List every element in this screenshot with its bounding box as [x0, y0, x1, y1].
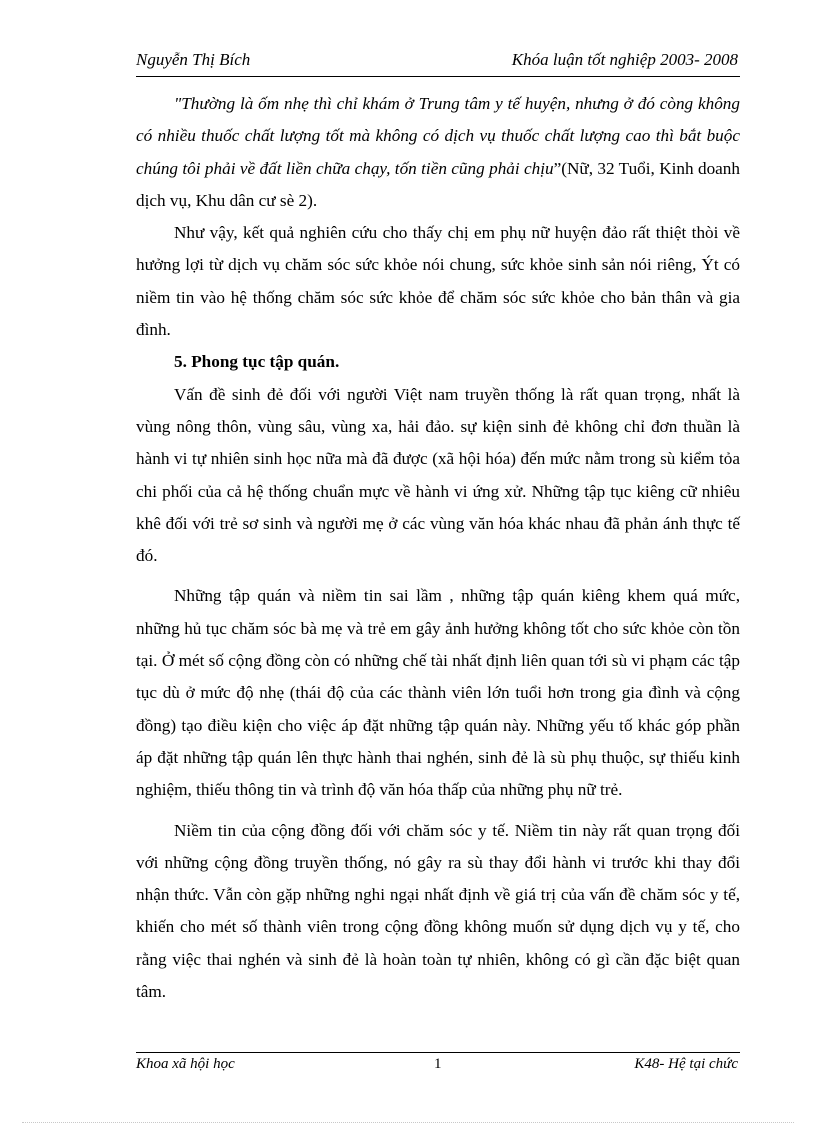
customs-paragraph-3: Niềm tin của cộng đồng đối với chăm sóc y tế. Niềm tin này rất quan trọng đối với những cộng đồng truyền thống, nó gây ra sù thay đổi hành vi trước khi thay đổi nhận thức. Vẫn còn gặp những nghi ngại nhất định về giá trị của vấn đề chăm sóc y tế, khiến cho mét số thành viên trong cộng đồng không muốn sử dụng dịch vụ y tế, cho rằng việc thai nghén và sinh đẻ là hoàn toàn tự nhiên, không có gì cần đặc biệt quan tâm.	[136, 820, 740, 1002]
page-header	[136, 48, 740, 77]
customs-paragraph-1: Vấn đề sinh đẻ đối với người Việt nam truyền thống là rất quan trọng, nhất là vùng nông thôn, vùng sâu, vùng xa, hải đảo. sự kiện sinh đẻ không chỉ đơn thuần là hành vi tự nhiên sinh học nữa mà đã được (xã hội hóa) đến mức nằm trong sù kiểm tỏa chi phối của cả hệ thống chuẩn mực về hành vi ứng xử. Những tập tục kiêng cữ nhiêu khê đối với trẻ sơ sinh và người mẹ ở các vùng văn hóa khác nhau đã phản ánh thực tế đó.	[136, 384, 740, 566]
section-heading: 5. Phong tục tập quán.	[174, 352, 340, 372]
quote-paragraph	[136, 88, 740, 217]
interview-quote: "Thường là ốm nhẹ thì chỉ khám ở Trung tâm y tế huyện, nhưng ở đó còng không có nhiều thuốc chất lượng tốt mà không có dịch vụ thuốc chất lượng cao thì bắt buộc chúng tôi phải về đất liền chữa chạy, tốn tiền cũng phải chịu	[136, 94, 740, 178]
footer-faculty: Khoa xã hội học	[136, 1056, 235, 1072]
page-number: 1	[434, 1056, 442, 1072]
quote-source: ”(Nữ, 32 Tuổi, Kinh doanh dịch vụ, Khu dân cư sè 2).	[136, 158, 740, 210]
conclusion-paragraph: Như vậy, kết quả nghiên cứu cho thấy chị em phụ nữ huyện đảo rất thiệt thòi về hưởng lợi từ dịch vụ chăm sóc sức khỏe nói chung, sức khỏe sinh sản nói riêng, Ýt có niềm tin vào hệ thống chăm sóc sức khỏe để chăm sóc sức khỏe cho bản thân và gia đình.	[136, 223, 740, 340]
header-thesis-title: Khóa luận tốt nghiệp 2003- 2008	[511, 50, 738, 69]
page-footer	[136, 1052, 740, 1079]
footer-class-info: K48- Hệ tại chức	[634, 1056, 738, 1072]
header-author: Nguyễn Thị Bích	[136, 50, 251, 69]
customs-paragraph-2: Những tập quán và niềm tin sai lầm , những tập quán kiêng khem quá mức, những hủ tục chăm sóc bà mẹ và trẻ em gây ảnh hưởng không tốt cho sức khỏe còn tồn tại. Ở mét số cộng đồng còn có những chế tài nhất định liên quan tới sù vi phạm các tập tục dù ở mức độ nhẹ (thái độ của các thành viên lớn tuổi hơn trong gia đình và cộng đồng) tạo điều kiện cho việc áp đặt những tập quán này. Những yếu tố khác góp phần áp đặt những tập quán lên thực hành thai nghén, sinh đẻ là sù phụ thuộc, sự thiếu kinh nghiệm, thiếu thông tin và trình độ văn hóa thấp của những phụ nữ trẻ.	[136, 586, 740, 800]
document-body	[136, 88, 740, 1008]
